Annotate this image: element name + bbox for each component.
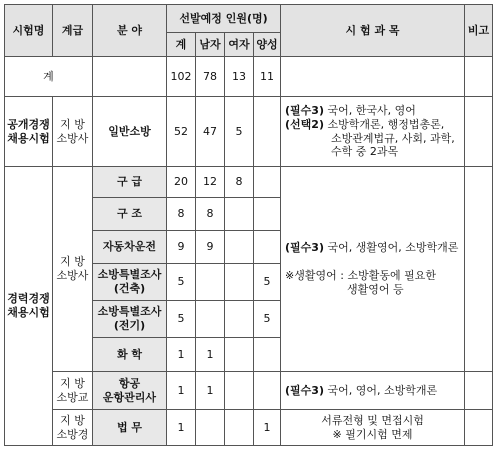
career-male-1: 8 (196, 198, 225, 231)
recruitment-table (4, 4, 493, 446)
career-field-c: 법 무 (93, 410, 167, 446)
career-neutral-2 (254, 231, 281, 264)
career-field-b: 항공 운항관리사 (93, 372, 167, 410)
career-male-5: 1 (196, 338, 225, 372)
career-subjects-b: (필수3) 국어, 영어, 소방학개론 (281, 372, 465, 410)
header-remarks: 비고 (465, 5, 493, 57)
career-remarks-b (465, 372, 493, 410)
career-male-0: 12 (196, 167, 225, 198)
career-field-1: 구 조 (93, 198, 167, 231)
open-neutral (254, 97, 281, 167)
career-female-0: 8 (225, 167, 254, 198)
total-male: 78 (196, 57, 225, 97)
career-female-1 (225, 198, 254, 231)
career-subjects-a: (필수3) 국어, 생활영어, 소방학개론 ※생활영어 : 소방활동에 필요한 생활영어 등 (281, 167, 465, 372)
career-field-0: 구 급 (93, 167, 167, 198)
header-male: 남자 (196, 33, 225, 57)
career-male-c (196, 410, 225, 446)
career-male-b: 1 (196, 372, 225, 410)
total-subjects-empty (281, 57, 465, 97)
header-total: 계 (167, 33, 196, 57)
career-neutral-0 (254, 167, 281, 198)
career-female-3 (225, 264, 254, 301)
header-female: 여자 (225, 33, 254, 57)
career-grade-b: 지 방 소방교 (53, 372, 93, 410)
career-field-2: 자동차운전 (93, 231, 167, 264)
total-neutral: 11 (254, 57, 281, 97)
career-total-3: 5 (167, 264, 196, 301)
career-field-3: 소방특별조사 (건축) (93, 264, 167, 301)
career-neutral-4: 5 (254, 301, 281, 338)
open-total: 52 (167, 97, 196, 167)
total-female: 13 (225, 57, 254, 97)
career-female-5 (225, 338, 254, 372)
career-total-0: 20 (167, 167, 196, 198)
header-exam-name: 시험명 (5, 5, 53, 57)
career-field-4: 소방특별조사 (전기) (93, 301, 167, 338)
career-grade-a: 지 방 소방사 (53, 167, 93, 372)
career-total-c: 1 (167, 410, 196, 446)
career-female-4 (225, 301, 254, 338)
career-female-2 (225, 231, 254, 264)
open-subjects: (필수3) 국어, 한국사, 영어 (선택2) 소방학개론, 행정법총론, 소방관계법규, 사회, 과학, 수학 중 2과목 (281, 97, 465, 167)
open-exam-name: 공개경쟁 채용시험 (5, 97, 53, 167)
career-remarks-a (465, 167, 493, 372)
career-neutral-3: 5 (254, 264, 281, 301)
career-neutral-1 (254, 198, 281, 231)
career-neutral-5 (254, 338, 281, 372)
career-total-1: 8 (167, 198, 196, 231)
header-subjects: 시 험 과 목 (281, 5, 465, 57)
career-female-c (225, 410, 254, 446)
career-total-5: 1 (167, 338, 196, 372)
career-total-2: 9 (167, 231, 196, 264)
total-label: 계 (5, 57, 93, 97)
career-total-b: 1 (167, 372, 196, 410)
open-grade: 지 방 소방사 (53, 97, 93, 167)
career-subjects-c: 서류전형 및 면접시험 ※ 필기시험 면제 (281, 410, 465, 446)
career-neutral-c: 1 (254, 410, 281, 446)
header-gender-neutral: 양성 (254, 33, 281, 57)
header-field: 분 야 (93, 5, 167, 57)
open-field: 일반소방 (93, 97, 167, 167)
open-male: 47 (196, 97, 225, 167)
career-total-4: 5 (167, 301, 196, 338)
career-exam-name: 경력경쟁 채용시험 (5, 167, 53, 446)
header-planned: 선발예정 인원(명) (167, 5, 281, 33)
career-remarks-c (465, 410, 493, 446)
career-male-3 (196, 264, 225, 301)
career-male-2: 9 (196, 231, 225, 264)
total-remarks-empty (465, 57, 493, 97)
total-count: 102 (167, 57, 196, 97)
open-female: 5 (225, 97, 254, 167)
total-field-empty (93, 57, 167, 97)
career-neutral-b (254, 372, 281, 410)
career-female-b (225, 372, 254, 410)
open-remarks (465, 97, 493, 167)
header-grade: 계급 (53, 5, 93, 57)
career-grade-c: 지 방 소방경 (53, 410, 93, 446)
career-male-4 (196, 301, 225, 338)
career-field-5: 화 학 (93, 338, 167, 372)
